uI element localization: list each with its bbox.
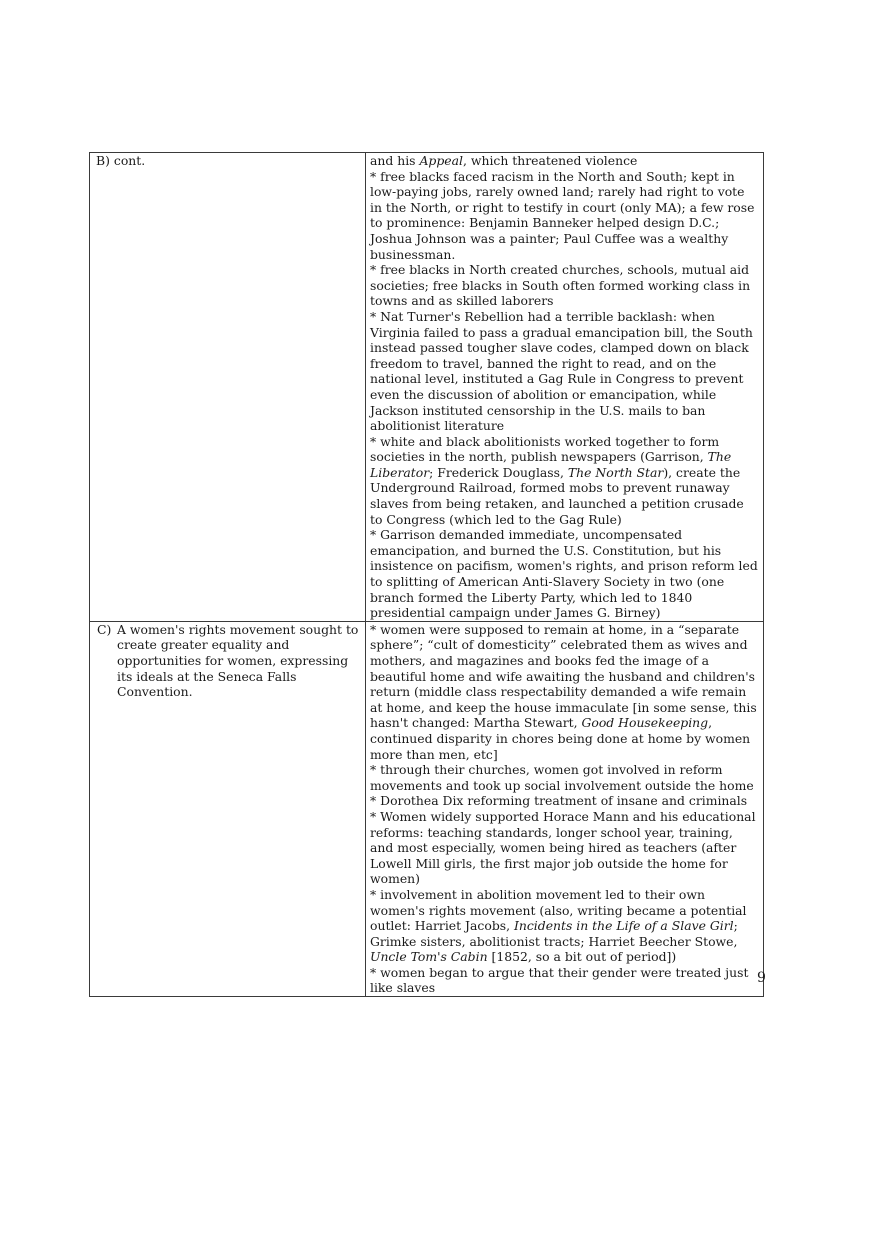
topic-cell-c xyxy=(90,621,366,996)
topic-label: C) xyxy=(97,621,112,637)
note-bullet: * involvement in abolition movement led to their own women's rights movement (also, writing became a potential outlet: Harriet Jacobs, Incidents in the Life of a Slave Girl; Grimke sisters, abolitionist tracts; Harriet Beecher Stowe, Uncle Tom's Cabin [1852, so a bit out of period]) xyxy=(370,886,747,965)
note-line: and his Appeal, which threatened violence xyxy=(370,153,638,168)
notes-table xyxy=(89,152,764,997)
topic-cell-b xyxy=(90,153,366,622)
topic-text: A women's rights movement sought to create greater equality and opportunities for women, expressing its ideals at the Seneca Falls Convention. xyxy=(117,621,359,700)
table-row xyxy=(90,621,764,996)
topic-label: B) cont. xyxy=(96,153,146,168)
note-bullet: * Dorothea Dix reforming treatment of insane and criminals xyxy=(370,793,748,809)
notes-cell-b xyxy=(366,153,764,622)
note-bullet: * white and black abolitionists worked together to form societies in the north, publish newspapers (Garrison, The Liberator; Frederick Douglass, The North Star), create the Underground Railroad, formed mobs to prevent runaway slaves from being retaken, and launched a petition crusade to Congress (which led to the Gag Rule) xyxy=(370,433,744,527)
note-bullet: * Nat Turner's Rebellion had a terrible backlash: when Virginia failed to pass a gradual emancipation bill, the South instead passed tougher slave codes, clamped down on black freedom to travel, banned the right to read, and on the national level, instituted a Gag Rule in Congress to prevent even the discussion of abolition or emancipation, while Jackson instituted censorship in the U.S. mails to ban abolitionist literature xyxy=(370,308,753,434)
notes-cell-c xyxy=(366,621,764,996)
note-bullet: * women began to argue that their gender were treated just like slaves xyxy=(370,964,749,996)
note-bullet: * free blacks faced racism in the North and South; kept in low-paying jobs, rarely owned land; rarely had right to vote in the North, or right to testify in court (only MA); a few rose to prominence: Benjamin Banneker helped design D.C.; Joshua Johnson was a painter; Paul Cuffee was a wealthy businessman. xyxy=(370,168,755,262)
note-bullet: * free blacks in North created churches, schools, mutual aid societies; free blacks in South often formed working class in towns and as skilled laborers xyxy=(370,262,751,309)
note-bullet: * Women widely supported Horace Mann and his educational reforms: teaching standards, longer school year, training, and most especially, women being hired as teachers (after Lowell Mill girls, the first major job outside the home for women) xyxy=(370,808,756,887)
table-row xyxy=(90,153,764,622)
note-bullet: * Garrison demanded immediate, uncompensated emancipation, and burned the U.S. Constitution, but his insistence on pacifism, women's rights, and prison reform led to splitting of American Anti-Slavery Society in two (one branch formed the Liberty Party, which led to 1840 presidential campaign under James G. Birney) xyxy=(370,527,758,621)
note-bullet: * women were supposed to remain at home, in a “separate sphere”; “cult of domesticity” celebrated them as wives and mothers, and magazines and books fed the image of a beautiful home and wife awaiting the husband and children's return (middle class respectability demanded a wife remain at home, and keep the house immaculate [in some sense, this hasn't changed: Martha Stewart, Good Housekeeping, continued disparity in chores being done at home by women more than men, etc] xyxy=(370,621,757,762)
note-bullet: * through their churches, women got involved in reform movements and took up social involvement outside the home xyxy=(370,762,754,793)
page-number: 9 xyxy=(757,970,766,986)
